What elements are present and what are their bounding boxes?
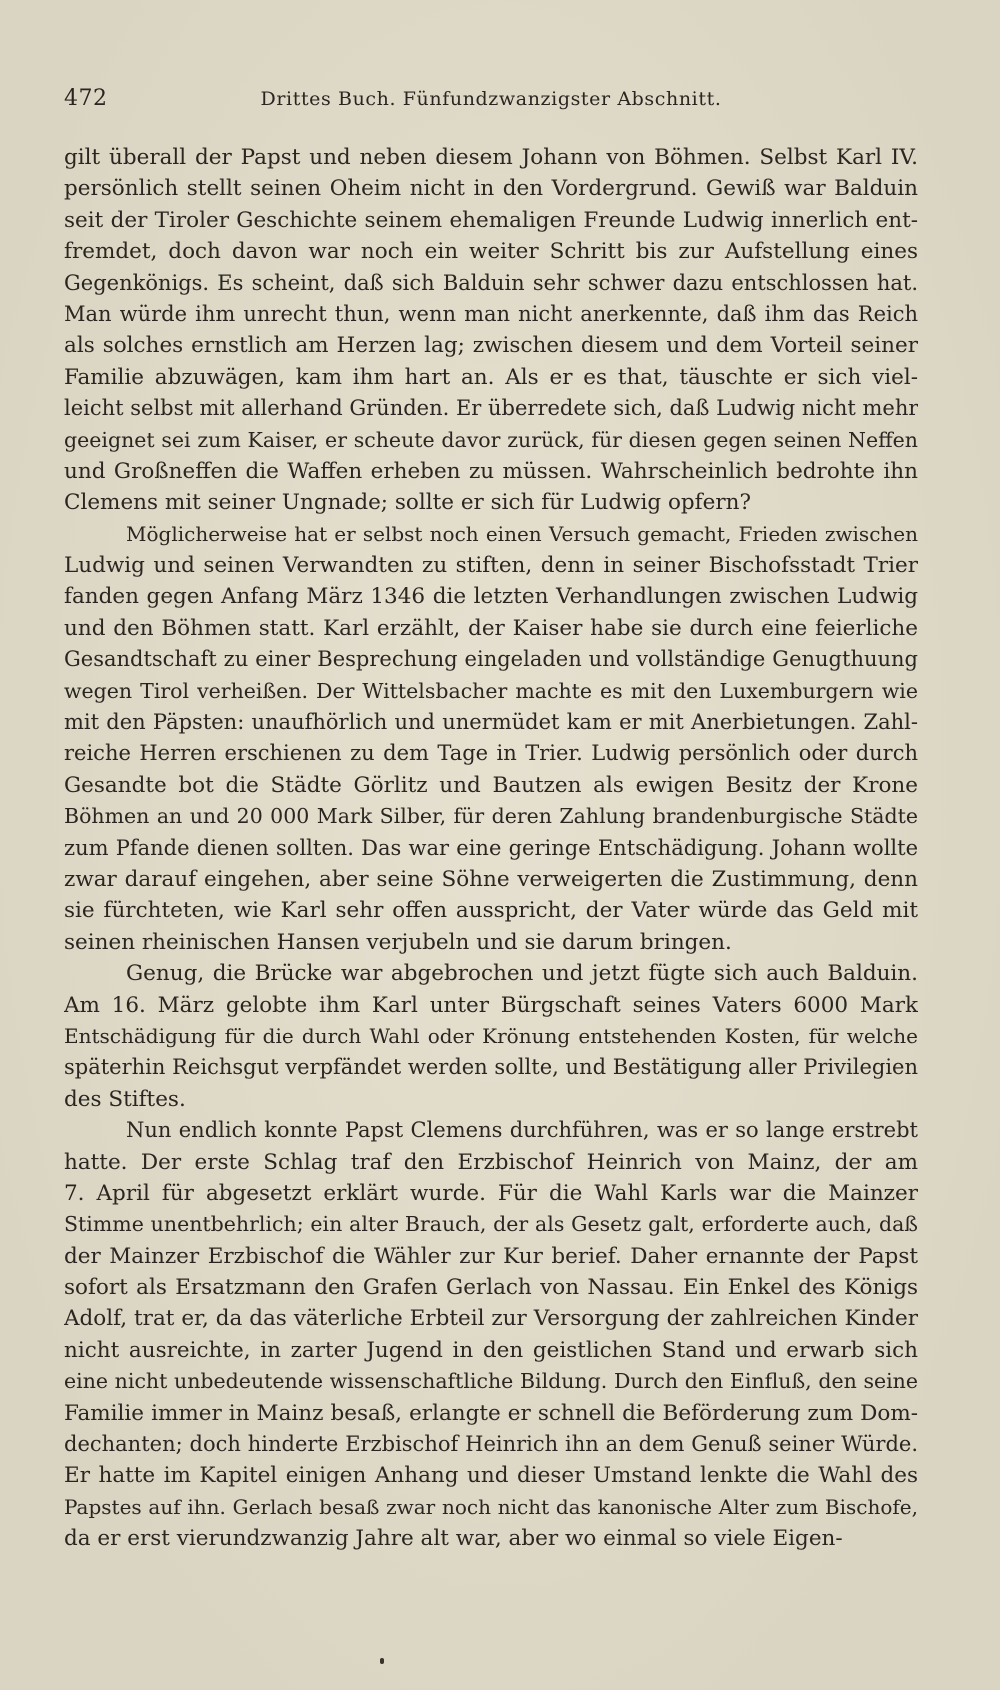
text-line: Möglicherweise hat er selbst noch einen Versuch gemacht, Frieden zwischen [126, 521, 918, 546]
text-line: Er hatte im Kapitel einigen Anhang und dieser Umstand lenkte die Wahl des [64, 1463, 918, 1489]
text-line: Familie abzuwägen, kam ihm hart an. Als er es that, täuschte er sich viel- [64, 364, 918, 390]
text-line: Am 16. März gelobte ihm Karl unter Bürgschaft seines Vaters 6000 Mark [64, 992, 918, 1018]
text-line: Ludwig und seinen Verwandten zu stiften, denn in seiner Bischofsstadt Trier [64, 553, 918, 579]
text-line: dechanten; doch hinderte Erzbischof Heinrich ihn an dem Genuß seiner Würde. [64, 1432, 918, 1457]
running-title: Drittes Buch. Fünfundzwanzigster Abschnitt. [260, 88, 722, 110]
text-line: als solches ernstlich am Herzen lag; zwischen diesem und dem Vorteil seiner [64, 333, 918, 359]
text-line: des Stiftes. [64, 1086, 186, 1112]
text-line: Papstes auf ihn. Gerlach besaß zwar noch nicht das kanonische Alter zum Bischofe, [64, 1494, 918, 1519]
text-line: 7. April für abgesetzt erklärt wurde. Für die Wahl Karls war die Mainzer [64, 1180, 918, 1206]
text-line: und Großneffen die Waffen erheben zu müssen. Wahrscheinlich bedrohte ihn [64, 458, 918, 484]
text-line: Gesandte bot die Städte Görlitz und Bautzen als ewigen Besitz der Krone [64, 772, 918, 798]
page-number: 472 [64, 86, 108, 111]
text-line: eine nicht unbedeutende wissenschaftliche Bildung. Durch den Einfluß, den seine [64, 1369, 918, 1394]
text-line: sie fürchteten, wie Karl sehr offen ausspricht, der Vater würde das Geld mit [64, 898, 918, 924]
text-line: wegen Tirol verheißen. Der Wittelsbacher machte es mit den Luxemburgern wie [64, 678, 918, 703]
text-line: Genug, die Brücke war abgebrochen und jetzt fügte sich auch Balduin. [126, 961, 918, 987]
text-line: Entschädigung für die durch Wahl oder Krönung entstehenden Kosten, für welche [64, 1023, 918, 1048]
text-line: Nun endlich konnte Papst Clemens durchführen, was er so lange erstrebt [126, 1118, 918, 1143]
text-line: leicht selbst mit allerhand Gründen. Er überredete sich, daß Ludwig nicht mehr [64, 396, 918, 421]
text-line: hatte. Der erste Schlag traf den Erzbischof Heinrich von Mainz, der am [64, 1149, 918, 1175]
text-line: geeignet sei zum Kaiser, er scheute davor zurück, für diesen gegen seinen Neffen [64, 427, 918, 452]
text-line: seinen rheinischen Hansen verjubeln und sie darum bringen. [64, 929, 732, 955]
text-line: zum Pfande dienen sollten. Das war eine geringe Entschädigung. Johann wollte [64, 835, 918, 860]
text-line: gilt überall der Papst und neben diesem Johann von Böhmen. Selbst Karl IV. [64, 145, 918, 170]
text-line: und den Böhmen statt. Karl erzählt, der Kaiser habe sie durch eine feierliche [64, 615, 918, 641]
body-text [64, 142, 918, 1555]
text-line: Adolf, trat er, da das väterliche Erbteil zur Versorgung der zahlreichen Kinder [64, 1306, 918, 1332]
text-line: fanden gegen Anfang März 1346 die letzten Verhandlungen zwischen Ludwig [64, 584, 918, 610]
running-header [64, 82, 918, 118]
text-line: mit den Päpsten: unaufhörlich und unermüdet kam er mit Anerbietungen. Zahl- [64, 710, 918, 735]
text-line: Man würde ihm unrecht thun, wenn man nicht anerkennte, daß ihm das Reich [64, 301, 918, 326]
paragraph [64, 958, 918, 1115]
ink-speck [380, 1658, 384, 1664]
text-line: seit der Tiroler Geschichte seinem ehemaligen Freunde Ludwig innerlich ent- [64, 207, 918, 233]
text-line: späterhin Reichsgut verpfändet werden sollte, und Bestätigung aller Privilegien [64, 1055, 918, 1080]
text-line: Gegenkönigs. Es scheint, daß sich Balduin sehr schwer dazu entschlossen hat. [64, 270, 918, 295]
paragraph [64, 519, 918, 958]
text-line: Clemens mit seiner Ungnade; sollte er sich für Ludwig opfern? [64, 490, 752, 516]
text-line: der Mainzer Erzbischof die Wähler zur Kur berief. Daher ernannte der Papst [64, 1243, 918, 1269]
text-line: nicht ausreichte, in zarter Jugend in den geistlichen Stand und erwarb sich [64, 1337, 918, 1363]
text-line: zwar darauf eingehen, aber seine Söhne verweigerten die Zustimmung, denn [64, 866, 918, 892]
text-line: persönlich stellt seinen Oheim nicht in den Vordergrund. Gewiß war Balduin [64, 176, 918, 202]
text-line: sofort als Ersatzmann den Grafen Gerlach von Nassau. Ein Enkel des Königs [64, 1275, 918, 1301]
text-line: Familie immer in Mainz besaß, erlangte er schnell die Beförderung zum Dom- [64, 1400, 918, 1426]
text-line: fremdet, doch davon war noch ein weiter Schritt bis zur Aufstellung eines [64, 239, 918, 265]
text-line: da er erst vierundzwanzig Jahre alt war, aber wo einmal so viele Eigen- [64, 1526, 843, 1552]
text-line: Böhmen an und 20 000 Mark Silber, für deren Zahlung brandenburgische Städte [64, 804, 918, 829]
paragraph [64, 142, 918, 519]
text-line: Stimme unentbehrlich; ein alter Brauch, der als Gesetz galt, erforderte auch, daß [64, 1212, 918, 1237]
text-line: reiche Herren erschienen zu dem Tage in Trier. Ludwig persönlich oder durch [64, 741, 918, 766]
text-line: Gesandtschaft zu einer Besprechung eingeladen und vollständige Genugthuung [64, 647, 918, 672]
paragraph [64, 1115, 918, 1554]
